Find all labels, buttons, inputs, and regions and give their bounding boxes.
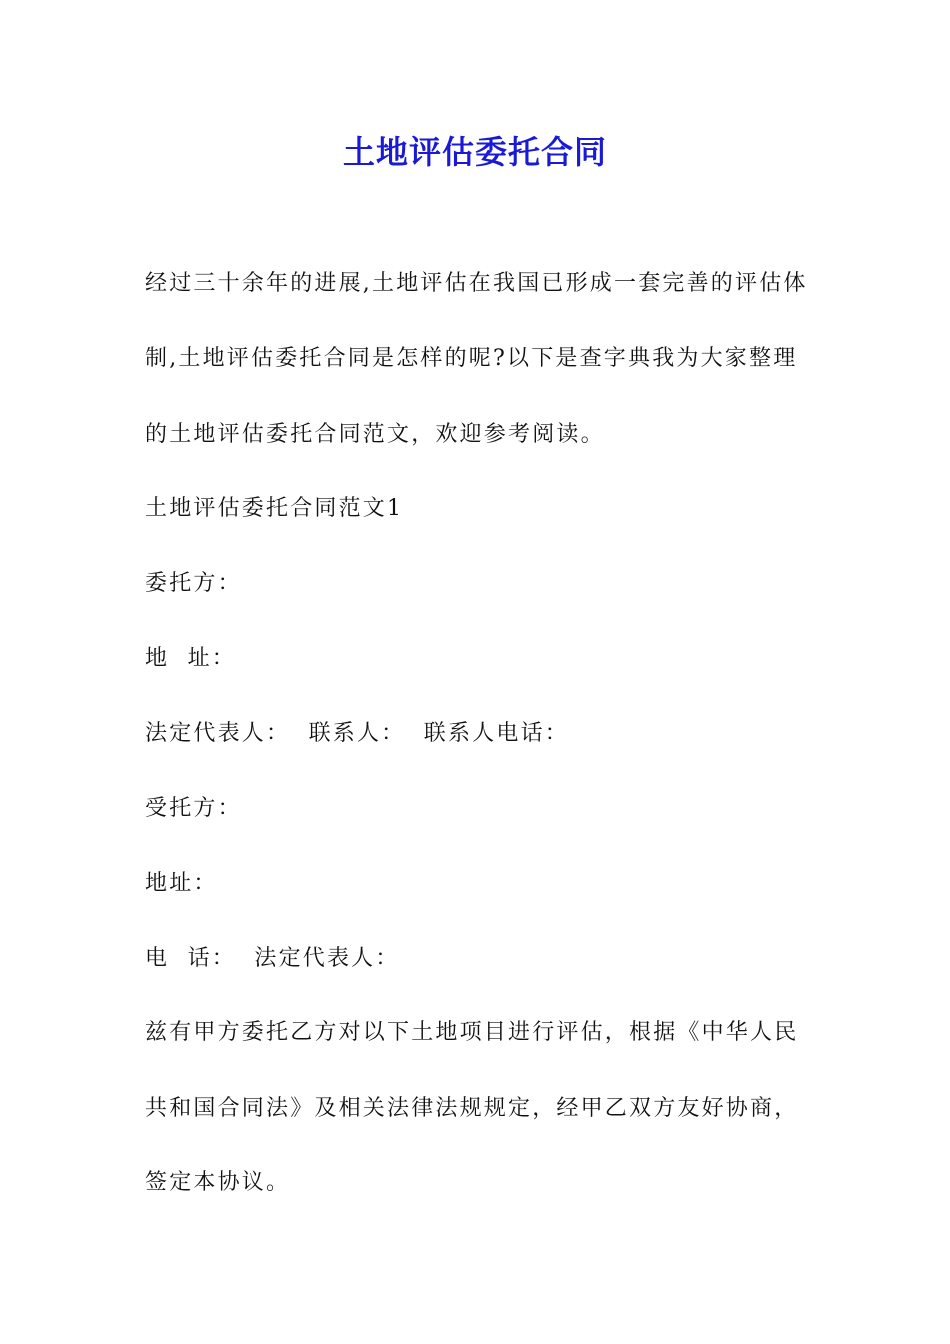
intro-paragraph-line-3: 的土地评估委托合同范文，欢迎参考阅读。 — [145, 422, 605, 447]
document-title: 土地评估委托合同 — [342, 133, 607, 171]
sample-heading: 土地评估委托合同范文1 — [145, 496, 404, 521]
agreement-paragraph-line-1: 兹有甲方委托乙方对以下土地项目进行评估，根据《中华人民 — [145, 1020, 799, 1045]
trustee-phone-representative-labels: 电 话： 法定代表人： — [145, 946, 400, 971]
client-party-label: 委托方： — [145, 571, 242, 596]
agreement-paragraph-line-2: 共和国合同法》及相关法律法规规定，经甲乙双方友好协商， — [145, 1096, 799, 1121]
client-contact-labels: 法定代表人： 联系人： 联系人电话： — [145, 721, 569, 746]
trustee-address-label: 地址： — [145, 871, 218, 896]
intro-paragraph-line-1: 经过三十余年的进展,土地评估在我国已形成一套完善的评估体 — [145, 271, 808, 296]
trustee-party-label: 受托方： — [145, 796, 242, 821]
client-address-label: 地 址： — [145, 646, 236, 671]
agreement-paragraph-line-3: 签定本协议。 — [145, 1170, 291, 1195]
intro-paragraph-line-2: 制,土地评估委托合同是怎样的呢?以下是查字典我为大家整理 — [145, 346, 798, 371]
